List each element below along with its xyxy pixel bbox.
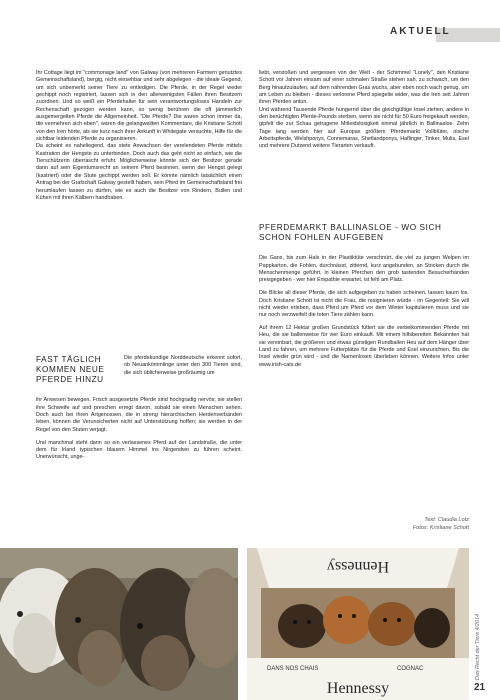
section-header: AKTUELL [390,26,451,37]
paragraph: Auf ihrem 12 Hektar großen Grundstück füttert sie die verbeikommenden Pferde mit Heu, die sie ballenweise für vier Euro einkauft. Mit einem hilfsbereiten Bekannten hat sie vereinbart, die größeren und etwas günstigen Rundballen Heu auf dem Hänger über Land zu fahren, um mehrere Futterplätze für die Pferde und Esel einzurichten. Bis die Insel wieder grün wird - und die Namenlosen überleben können. Weitere Infos unter www.irish-cats.de [259,324,469,368]
paragraph: Die Gans, bis zum Hals in der Plastiktüte verschnürt, die viel zu jungen Welpen im Pappkarton, die Fohlen, durchnässt, zitternd, kurz angebunden, an Stricken durch die Menschenmenge geführt, in kleinen Pferchen den grob tastenden Besucherhänden preisgegeben - wer hier Empathie erwartet, ist fehl am Platz. [259,255,469,284]
paragraph: Und während Tausende Pferde hungernd über die gleichgültige Insel ziehen, andere in den berüchtigten Pferde-Pounds sterben, wenn sie nicht für 50 Euro freigekauft werden, gipfelt die zur Schau getragene Mitleidslosigkeit einmal jährlich in Ballinasloe. Zehn Tage lang werden hier auf Europas größtem Pferdemarkt Vollblüter, irische Arbeitspferde, Welshponys, Connemaras, Shetlandponys, Haflinger, Tinker, Mulis, Esel und mehrere Dutzend weitere Tierarten verkauft. [259,106,469,150]
paragraph: Und manchmal steht dann so ein verlassenes Pferd auf der Landstraße, die unter dem für Irland typischen blauem Himmel ins Nirgendwo zu führen scheint. Unerwünscht, unge- [36,439,242,461]
column-right-bottom [259,250,469,374]
puppies-illustration [247,548,469,700]
horses-illustration [0,548,238,700]
column-left-top [36,70,242,202]
column-left-bottom [36,392,242,467]
svg-text:Hennessy: Hennessy [326,680,390,697]
paragraph: Da scheint es naheliegend, das stete Anwachsen der verelendeten Pferde mittels Kastration der Hengste zu unterbinden. Doch auch das geht nicht so einfach, wie die Tierschützerin überrascht erfuhr. Möglicherweise könnte sich der Besitzer gerade dann auf sein Eigentumsrecht an seinem Pferd besinnen, wenn der Hengst gelegt (kastriert) oder die Stute gechippt werden soll. Er könnte nämlich tatsächlich einen Antrag bei der Grafschaft Galway gestellt haben, sein Pferd im Gemeinschaftsland frei herumlaufen lassen zu dürfen, wie es auch die Besitzer von Rindern, Bullen und Kühen mit ihren Kälbern handhaben. [36,143,242,201]
paragraph: liebt, verstoßen und vergessen von der Welt - der Schimmel "Lonely", den Kristiane Schott vor Jahren einsam auf einer schmalen Straße stehen sah, zu schwach, um den Berg hinaufzulaufen, auf dem nährenden Gras wuchs, aber eben noch wach genug, um am Leben zu bleiben - dieses verlorene Pferd spiegelte wider, was die Iren seit Jahren ihren Pferden antun. [259,70,469,106]
svg-text:COGNAC: COGNAC [397,666,424,672]
page-number: 21 [474,682,486,693]
svg-text:DANS NOS CHAIS: DANS NOS CHAIS [267,666,319,672]
text-credit: Text: Claudia Lotz [424,517,469,523]
svg-text:Hennessy: Hennessy [326,558,390,575]
puppies-box-photo [247,548,469,700]
photo-credit: Fotos: Kristiane Schott [412,524,469,531]
photo-credits [259,517,469,532]
magazine-issue-label [475,600,485,680]
paragraph: Die Blicke all dieser Pferde, die sich aufgegeben zu haben scheinen, lassen kaum los. Doch Kristiane Schott ist nicht die Frau, die resignieren würde - im Gegenteil: Sie will nicht wieder erleben, dass Pferd um Pferd vor dem Winter kapitulieren muss und sie nur noch verzweifelt die toten Tiere zählen kann. [259,290,469,319]
horses-photo [0,548,238,700]
column-right-top [259,70,469,151]
paragraph: Ihr Cottage liegt im "commonage land" von Galway (von mehreren Farmern genutztes Gemeinschaftsland), bergig, nicht einsehbar und sehr abgelegen - die ideale Gegend, um sich unbemerkt seiner Tiere zu entledigen. Die Pferde, in der Regel weder gechippt noch registriert, lassen sich in den allerwenigsten Fällen ihren Besitzern zuordnen. Und so weiß ein Pferdehalter für sein verantwortungsloses Handeln zur Rechenschaft gezogen werden kann, so wenig berühren die oft jämmerlich ausgemergelten Pferde die Allgemeinheit. "Die Pferde? Die waren schon immer da, die vermehren sich eben", waren die gelangweilten Kommentare, die Kristiane Schott von den Iren hörte, als sie kurz nach ihrer Ankunft in Whitegate versuchte, Hilfe für die sichtbar leidenden Pferde zu organisieren. [36,70,242,143]
subheading-fast-taeglich: FAST TÄGLICH KOMMEN NEUE PFERDE HINZU [36,355,105,384]
subheading-pferdemarkt: PFERDEMARKT BALLINASLOE - WO SICH SCHON FOHLEN AUFGEBEN [259,223,442,242]
paragraph: ihr Anwesen bewegen. Frisch ausgesetzte Pferde sind hochgradig nervös; sie stellen ihre Schweife auf und preschen erregt davon, sobald sie einen Menschen sehen. Doch auch bei ihren Artgenossen, die in streng hierarchischen Herdenverbänden leben, können die Verunsicherten nicht auf Unterstützung hoffen; sie werden in der Regel von den Stuten verjagt. [36,397,242,433]
issue-text: Das Recht der Tiere 4/2014 [475,613,481,680]
paragraph-side: Die pferdekundige Norddeutsche erkennt sofort, ob Neuankömmlinge unter den 300 Tieren sind, die sich üblicherweise großräumig um [124,355,242,376]
